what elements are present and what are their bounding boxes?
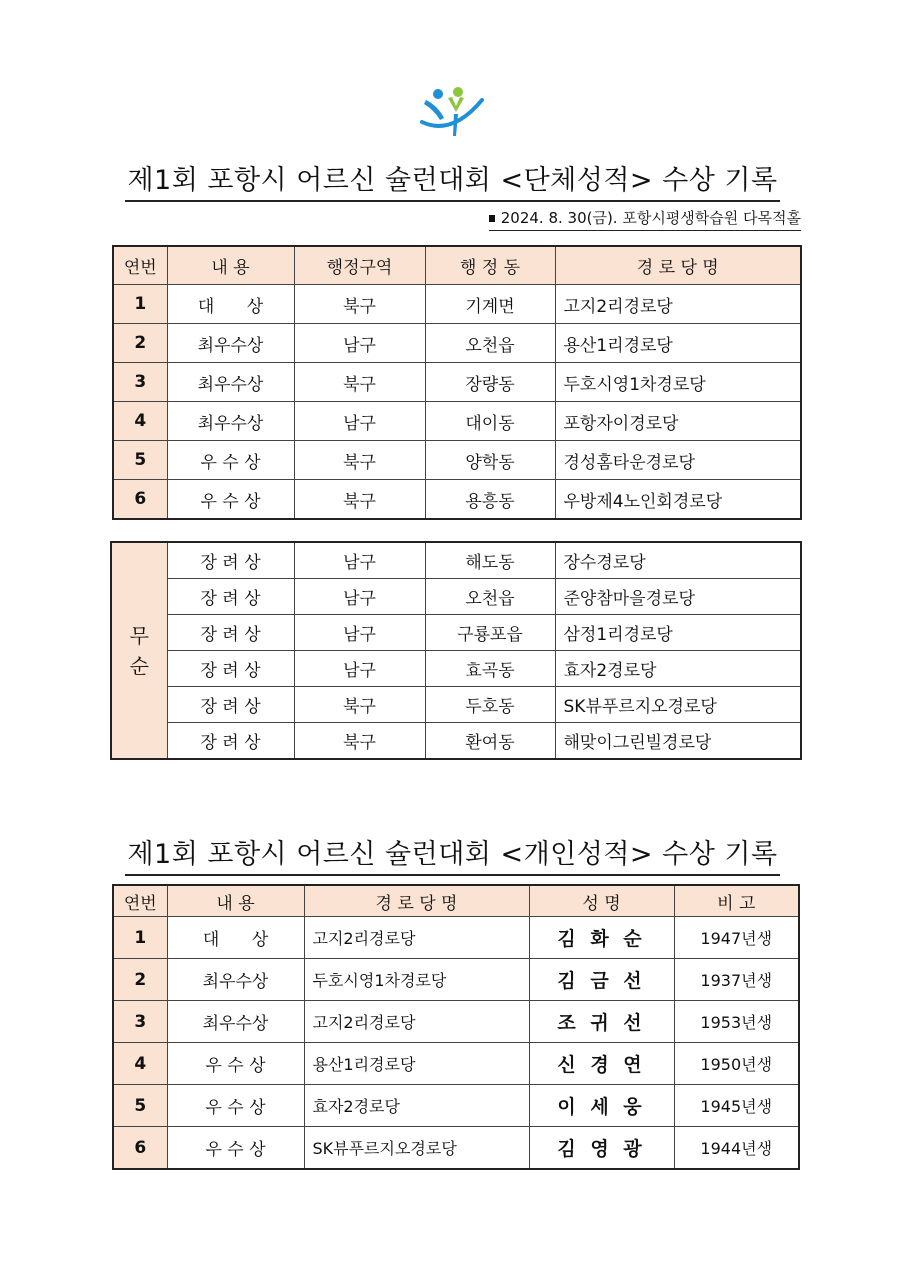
individual-results-title: 제1회 포항시 어르신 슐런대회 <개인성적> 수상 기록 bbox=[0, 832, 905, 876]
district-cell: 북구 bbox=[294, 441, 425, 480]
district-cell: 북구 bbox=[294, 687, 425, 723]
row-number: 3 bbox=[113, 363, 167, 402]
award-cell: 최우수상 bbox=[167, 402, 294, 441]
table-row bbox=[113, 917, 799, 959]
center-cell: 장수경로당 bbox=[555, 542, 801, 579]
header-cell: 행 정 동 bbox=[425, 246, 555, 285]
note-cell: 1953년생 bbox=[674, 1001, 799, 1043]
row-number: 2 bbox=[113, 959, 167, 1001]
dong-cell: 용흥동 bbox=[425, 480, 555, 520]
header-cell: 연번 bbox=[113, 246, 167, 285]
header-cell: 내 용 bbox=[167, 885, 304, 917]
row-number: 6 bbox=[113, 1127, 167, 1170]
row-number: 5 bbox=[113, 441, 167, 480]
table-row bbox=[113, 1043, 799, 1085]
center-cell: 용산1리경로당 bbox=[304, 1043, 529, 1085]
table-row bbox=[111, 615, 801, 651]
square-bullet-icon bbox=[489, 215, 495, 222]
center-cell: 두호시영1차경로당 bbox=[304, 959, 529, 1001]
center-cell: 효자2경로당 bbox=[304, 1085, 529, 1127]
dong-cell: 양학동 bbox=[425, 441, 555, 480]
individual-results-table bbox=[112, 884, 800, 1170]
award-cell: 우 수 상 bbox=[167, 1085, 304, 1127]
table-row bbox=[113, 285, 801, 324]
center-cell: 해맞이그린빌경로당 bbox=[555, 723, 801, 760]
center-cell: 고지2리경로당 bbox=[555, 285, 801, 324]
name-cell: 김 영 광 bbox=[529, 1127, 674, 1170]
district-cell: 남구 bbox=[294, 579, 425, 615]
award-cell: 장 려 상 bbox=[167, 615, 294, 651]
award-cell: 우 수 상 bbox=[167, 480, 294, 520]
award-cell: 장 려 상 bbox=[167, 723, 294, 760]
name-cell: 김 금 선 bbox=[529, 959, 674, 1001]
table-header-row bbox=[113, 246, 801, 285]
table-row bbox=[113, 324, 801, 363]
row-number: 4 bbox=[113, 402, 167, 441]
award-cell: 대 상 bbox=[167, 285, 294, 324]
dong-cell: 오천읍 bbox=[425, 324, 555, 363]
header-cell: 비 고 bbox=[674, 885, 799, 917]
dong-cell: 오천읍 bbox=[425, 579, 555, 615]
award-cell: 최우수상 bbox=[167, 324, 294, 363]
note-cell: 1945년생 bbox=[674, 1085, 799, 1127]
center-cell: 삼정1리경로당 bbox=[555, 615, 801, 651]
encouragement-awards-table bbox=[110, 541, 802, 760]
dong-cell: 환여동 bbox=[425, 723, 555, 760]
table-row bbox=[111, 651, 801, 687]
row-number: 6 bbox=[113, 480, 167, 520]
dong-cell: 구룡포읍 bbox=[425, 615, 555, 651]
center-cell: SK뷰푸르지오경로당 bbox=[304, 1127, 529, 1170]
table-row bbox=[113, 1001, 799, 1043]
table-row bbox=[113, 363, 801, 402]
header-cell: 경 로 당 명 bbox=[555, 246, 801, 285]
table-row bbox=[111, 542, 801, 579]
award-cell: 우 수 상 bbox=[167, 1127, 304, 1170]
award-cell: 장 려 상 bbox=[167, 651, 294, 687]
row-number: 2 bbox=[113, 324, 167, 363]
logo-icon bbox=[418, 84, 486, 142]
note-cell: 1944년생 bbox=[674, 1127, 799, 1170]
district-cell: 북구 bbox=[294, 363, 425, 402]
center-cell: 준양참마을경로당 bbox=[555, 579, 801, 615]
award-cell: 최우수상 bbox=[167, 363, 294, 402]
center-cell: 포항자이경로당 bbox=[555, 402, 801, 441]
table-row bbox=[113, 959, 799, 1001]
award-cell: 대 상 bbox=[167, 917, 304, 959]
district-cell: 남구 bbox=[294, 615, 425, 651]
district-cell: 남구 bbox=[294, 651, 425, 687]
header-cell: 성 명 bbox=[529, 885, 674, 917]
center-cell: 고지2리경로당 bbox=[304, 917, 529, 959]
district-cell: 북구 bbox=[294, 723, 425, 760]
note-cell: 1947년생 bbox=[674, 917, 799, 959]
center-cell: 두호시영1차경로당 bbox=[555, 363, 801, 402]
dong-cell: 해도동 bbox=[425, 542, 555, 579]
award-cell: 최우수상 bbox=[167, 959, 304, 1001]
award-cell: 우 수 상 bbox=[167, 1043, 304, 1085]
center-cell: 경성홈타운경로당 bbox=[555, 441, 801, 480]
unordered-label: 무순 bbox=[111, 542, 167, 759]
row-number: 5 bbox=[113, 1085, 167, 1127]
dong-cell: 효곡동 bbox=[425, 651, 555, 687]
center-cell: 효자2경로당 bbox=[555, 651, 801, 687]
table-row bbox=[111, 687, 801, 723]
header-cell: 행정구역 bbox=[294, 246, 425, 285]
dong-cell: 대이동 bbox=[425, 402, 555, 441]
district-cell: 남구 bbox=[294, 324, 425, 363]
name-cell: 신 경 연 bbox=[529, 1043, 674, 1085]
team-results-title: 제1회 포항시 어르신 슐런대회 <단체성적> 수상 기록 bbox=[0, 158, 905, 202]
center-cell: 용산1리경로당 bbox=[555, 324, 801, 363]
name-cell: 이 세 웅 bbox=[529, 1085, 674, 1127]
award-cell: 장 려 상 bbox=[167, 579, 294, 615]
dong-cell: 장량동 bbox=[425, 363, 555, 402]
note-cell: 1950년생 bbox=[674, 1043, 799, 1085]
dong-cell: 기계면 bbox=[425, 285, 555, 324]
row-number: 3 bbox=[113, 1001, 167, 1043]
award-cell: 우 수 상 bbox=[167, 441, 294, 480]
table-row bbox=[111, 579, 801, 615]
table-row bbox=[113, 441, 801, 480]
header-cell: 경 로 당 명 bbox=[304, 885, 529, 917]
district-cell: 남구 bbox=[294, 402, 425, 441]
row-number: 1 bbox=[113, 285, 167, 324]
table-row bbox=[113, 1085, 799, 1127]
award-cell: 장 려 상 bbox=[167, 687, 294, 723]
event-dateline: 2024. 8. 30(금). 포항시평생학습원 다목적홀 bbox=[489, 207, 801, 231]
row-number: 4 bbox=[113, 1043, 167, 1085]
table-row bbox=[111, 723, 801, 760]
note-cell: 1937년생 bbox=[674, 959, 799, 1001]
dong-cell: 두호동 bbox=[425, 687, 555, 723]
district-cell: 남구 bbox=[294, 542, 425, 579]
name-cell: 김 화 순 bbox=[529, 917, 674, 959]
name-cell: 조 귀 선 bbox=[529, 1001, 674, 1043]
district-cell: 북구 bbox=[294, 480, 425, 520]
center-cell: 고지2리경로당 bbox=[304, 1001, 529, 1043]
award-cell: 최우수상 bbox=[167, 1001, 304, 1043]
district-cell: 북구 bbox=[294, 285, 425, 324]
header-cell: 내 용 bbox=[167, 246, 294, 285]
award-cell: 장 려 상 bbox=[167, 542, 294, 579]
table-row bbox=[113, 1127, 799, 1170]
center-cell: SK뷰푸르지오경로당 bbox=[555, 687, 801, 723]
center-cell: 우방제4노인회경로당 bbox=[555, 480, 801, 520]
team-results-table bbox=[112, 245, 802, 520]
row-number: 1 bbox=[113, 917, 167, 959]
table-row bbox=[113, 480, 801, 520]
table-header-row bbox=[113, 885, 799, 917]
table-row bbox=[113, 402, 801, 441]
header-cell: 연번 bbox=[113, 885, 167, 917]
